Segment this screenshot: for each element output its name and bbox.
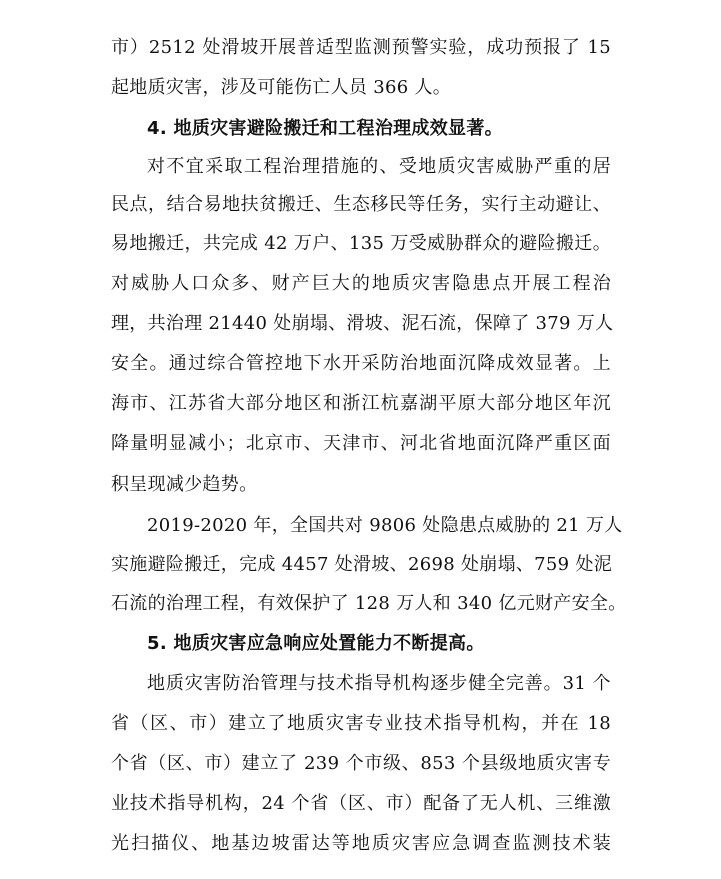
paragraph-4-line-4: 业技术指导机构，24 个省（区、市）配备了无人机、三维激 (111, 793, 611, 814)
paragraph-2-line-2: 民点，结合易地扶贫搬迁、生态移民等任务，实行主动避让、 (111, 194, 611, 215)
paragraph-4-line-1: 地质灾害防治管理与技术指导机构逐步健全完善。31 个 (147, 673, 611, 694)
paragraph-2-line-8: 降量明显减小；北京市、天津市、河北省地面沉降严重区面 (111, 433, 611, 454)
paragraph-2-line-3: 易地搬迁，共完成 42 万户、135 万受威胁群众的避险搬迁。 (111, 233, 611, 254)
paragraph-2-line-4: 对威胁人口众多、财产巨大的地质灾害隐患点开展工程治 (111, 273, 611, 294)
paragraph-1-line-1: 市）2512 处滑坡开展普适型监测预警实验，成功预报了 15 (111, 37, 611, 58)
paragraph-4-line-5: 光扫描仪、地基边坡雷达等地质灾害应急调查监测技术装 (111, 833, 611, 854)
paragraph-2-line-9: 积呈现减少趋势。 (111, 474, 258, 495)
paragraph-2-line-1: 对不宜采取工程治理措施的、受地质灾害威胁严重的居 (147, 156, 611, 177)
paragraph-4-line-2: 省（区、市）建立了地质灾害专业技术指导机构，并在 18 (111, 713, 611, 734)
section-heading-5: 5. 地质灾害应急响应处置能力不断提高。 (147, 633, 485, 654)
paragraph-2-line-5: 理，共治理 21440 处崩塌、滑坡、泥石流，保障了 379 万人 (111, 313, 614, 334)
paragraph-2-line-6: 安全。通过综合管控地下水开采防治地面沉降成效显著。上 (111, 353, 611, 374)
paragraph-3-line-2: 实施避险搬迁，完成 4457 处滑坡、2698 处崩塌、759 处泥 (111, 554, 613, 575)
paragraph-4-line-3: 个省（区、市）建立了 239 个市级、853 个县级地质灾害专 (111, 753, 611, 774)
paragraph-3-line-1: 2019-2020 年，全国共对 9806 处隐患点威胁的 21 万人 (147, 515, 623, 536)
section-heading-4: 4. 地质灾害避险搬迁和工程治理成效显著。 (147, 118, 503, 139)
paragraph-3-line-3: 石流的治理工程，有效保护了 128 万人和 340 亿元财产安全。 (111, 593, 627, 614)
paragraph-2-line-7: 海市、江苏省大部分地区和浙江杭嘉湖平原大部分地区年沉 (111, 393, 611, 414)
paragraph-1-line-2: 起地质灾害，涉及可能伤亡人员 366 人。 (111, 77, 452, 98)
